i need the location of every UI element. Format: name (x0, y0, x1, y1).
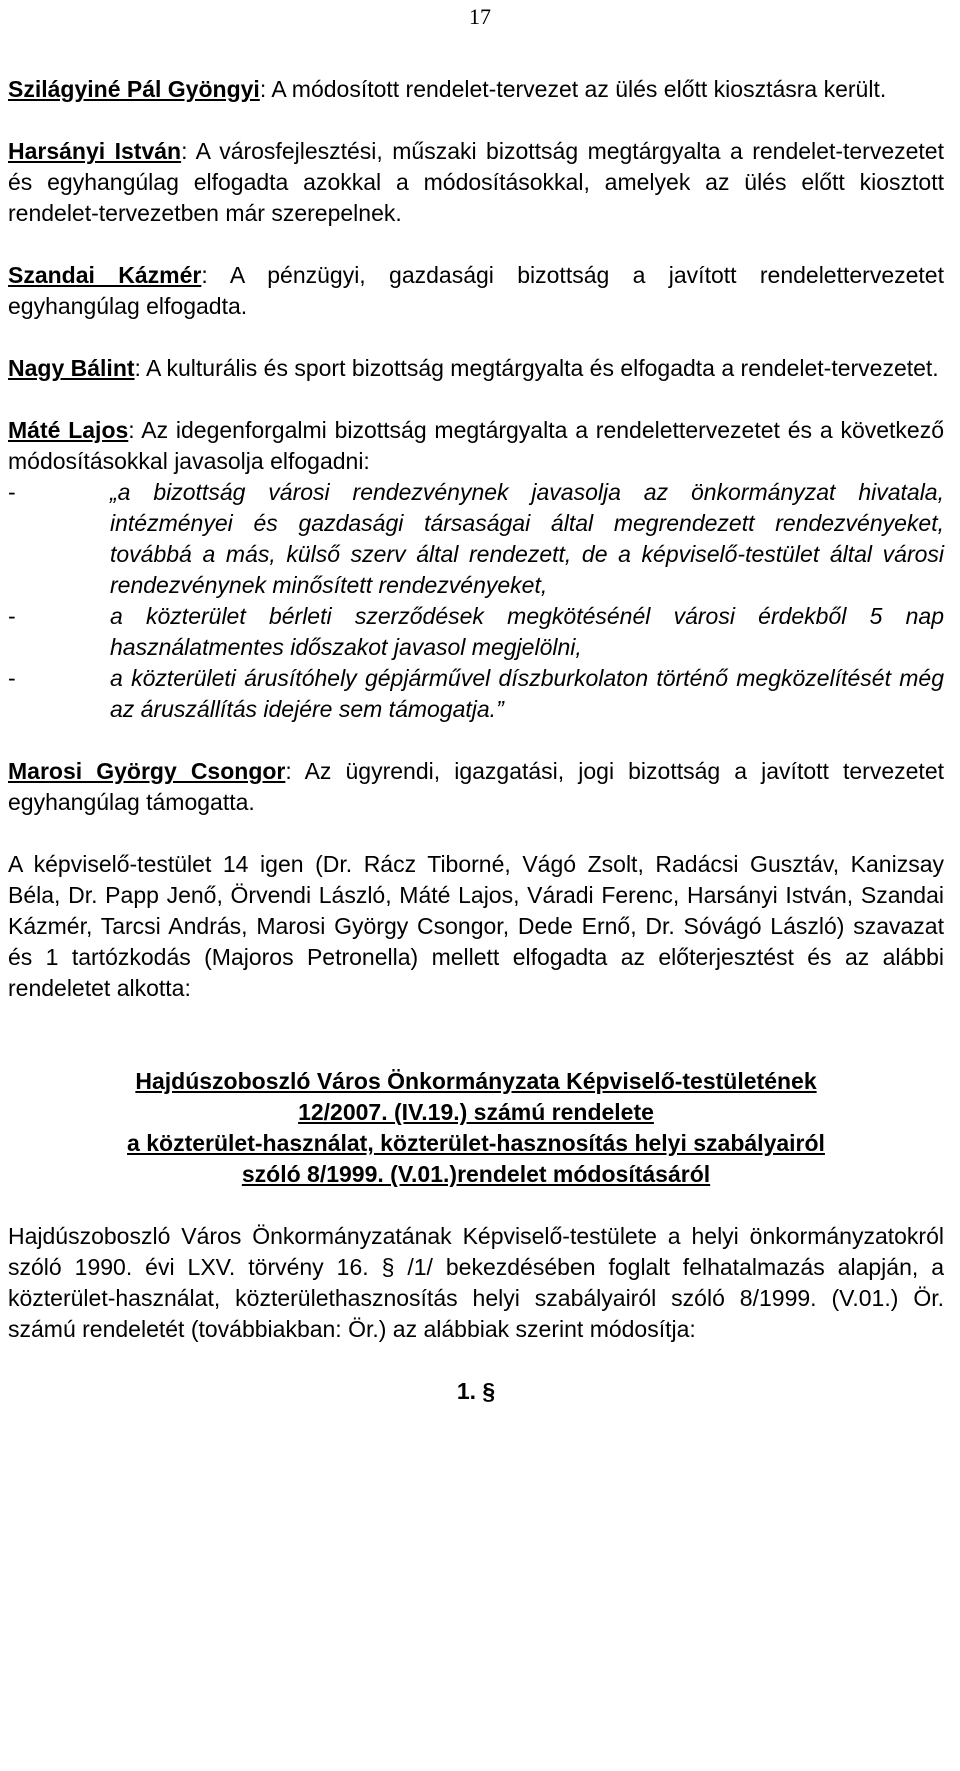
page-number: 17 (469, 4, 491, 29)
list-dash: - (8, 479, 16, 505)
paragraph-text: : A városfejlesztési, műszaki bizottság megtárgyalta a rendelet-tervezetet és egyhangúlag elfogadta azokkal a módosításokkal, amelyek az ülés előtt kiosztott rendelet-tervezetben már szerepelnek. (8, 138, 944, 226)
paragraph-szandai (8, 260, 944, 322)
list-dash: - (8, 603, 16, 629)
section-heading: 1. § (456, 1378, 496, 1404)
title-line: szóló 8/1999. (V.01.)rendelet módosításáról (241, 1161, 711, 1187)
paragraph-szilagyine (8, 74, 944, 105)
speaker-name: Nagy Bálint (8, 355, 135, 381)
list-item (8, 663, 944, 725)
list-item-text: a közterület bérleti szerződések megkötésénél városi érdekből 5 nap használatmentes időszakot javasol megjelölni, (110, 603, 944, 660)
paragraph-harsanyi (8, 136, 944, 229)
speaker-name: Szandai Kázmér (8, 262, 202, 288)
speaker-name: Szilágyiné Pál Gyöngyi (8, 76, 260, 102)
paragraph-text: : Az ügyrendi, igazgatási, jogi bizottság a javított tervezetet egyhangúlag támogatta. (8, 758, 944, 815)
list-item-text: a közterületi árusítóhely gépjárművel díszburkolaton történő megközelítését még az áruszállítás idejére sem támogatja.” (110, 665, 944, 722)
paragraph-text: : A pénzügyi, gazdasági bizottság a javított rendelettervezetet egyhangúlag elfogadta. (8, 262, 944, 319)
speaker-name: Harsányi István (8, 138, 182, 164)
amendment-list (8, 477, 944, 725)
list-item-text: „a bizottság városi rendezvénynek javasolja az önkormányzat hivatala, intézményei és gazdasági társaságai által megrendezett rendezvényeket, továbbá a más, külső szerv által rendezett, de a képviselő-testület által városi rendezvénynek minősített rendezvényeket, (110, 479, 944, 598)
speaker-name: Marosi György Csongor (8, 758, 286, 784)
vote-paragraph: A képviselő-testület 14 igen (Dr. Rácz Tiborné, Vágó Zsolt, Radácsi Gusztáv, Kanizsay Béla, Dr. Papp Jenő, Örvendi László, Máté Lajos, Váradi Ferenc, Harsányi István, Szandai Kázmér, Tarcsi András, Marosi György Csongor, Dede Ernő, Dr. Sóvágó László) szavazat és 1 tartózkodás (Majoros Petronella) mellett elfogadta az előterjesztést és az alábbi rendeletet alkotta: (8, 851, 944, 1001)
title-line: 12/2007. (IV.19.) számú rendelete (298, 1099, 654, 1125)
document-body (8, 74, 944, 1407)
list-dash: - (8, 665, 16, 691)
paragraph-text: : Az idegenforgalmi bizottság megtárgyalta a rendelettervezetet és a következő módosításokkal javasolja elfogadni: (8, 417, 944, 474)
paragraph-marosi (8, 756, 944, 818)
preamble-paragraph: Hajdúszoboszló Város Önkormányzatának Képviselő-testülete a helyi önkormányzatokról szóló 1990. évi LXV. törvény 16. § /1/ bekezdésében foglalt felhatalmazás alapján, a közterület-használat, közterülethasznosítás helyi szabályairól szóló 8/1999. (V.01.) Ör. számú rendeletét (továbbiakban: Ör.) az alábbiak szerint módosítja: (8, 1223, 944, 1342)
list-item (8, 477, 944, 601)
regulation-title (8, 1066, 944, 1190)
paragraph-text: : A kulturális és sport bizottság megtárgyalta és elfogadta a rendelet-tervezetet. (134, 355, 939, 381)
paragraph-nagy (8, 353, 944, 384)
paragraph-mate (8, 415, 944, 477)
speaker-name: Máté Lajos (8, 417, 129, 443)
list-item (8, 601, 944, 663)
title-line: Hajdúszoboszló Város Önkormányzata Képviselő-testületének (135, 1068, 817, 1094)
paragraph-text: : A módosított rendelet-tervezet az ülés előtt kiosztásra került. (259, 76, 887, 102)
title-line: a közterület-használat, közterület-hasznosítás helyi szabályairól (127, 1130, 825, 1156)
